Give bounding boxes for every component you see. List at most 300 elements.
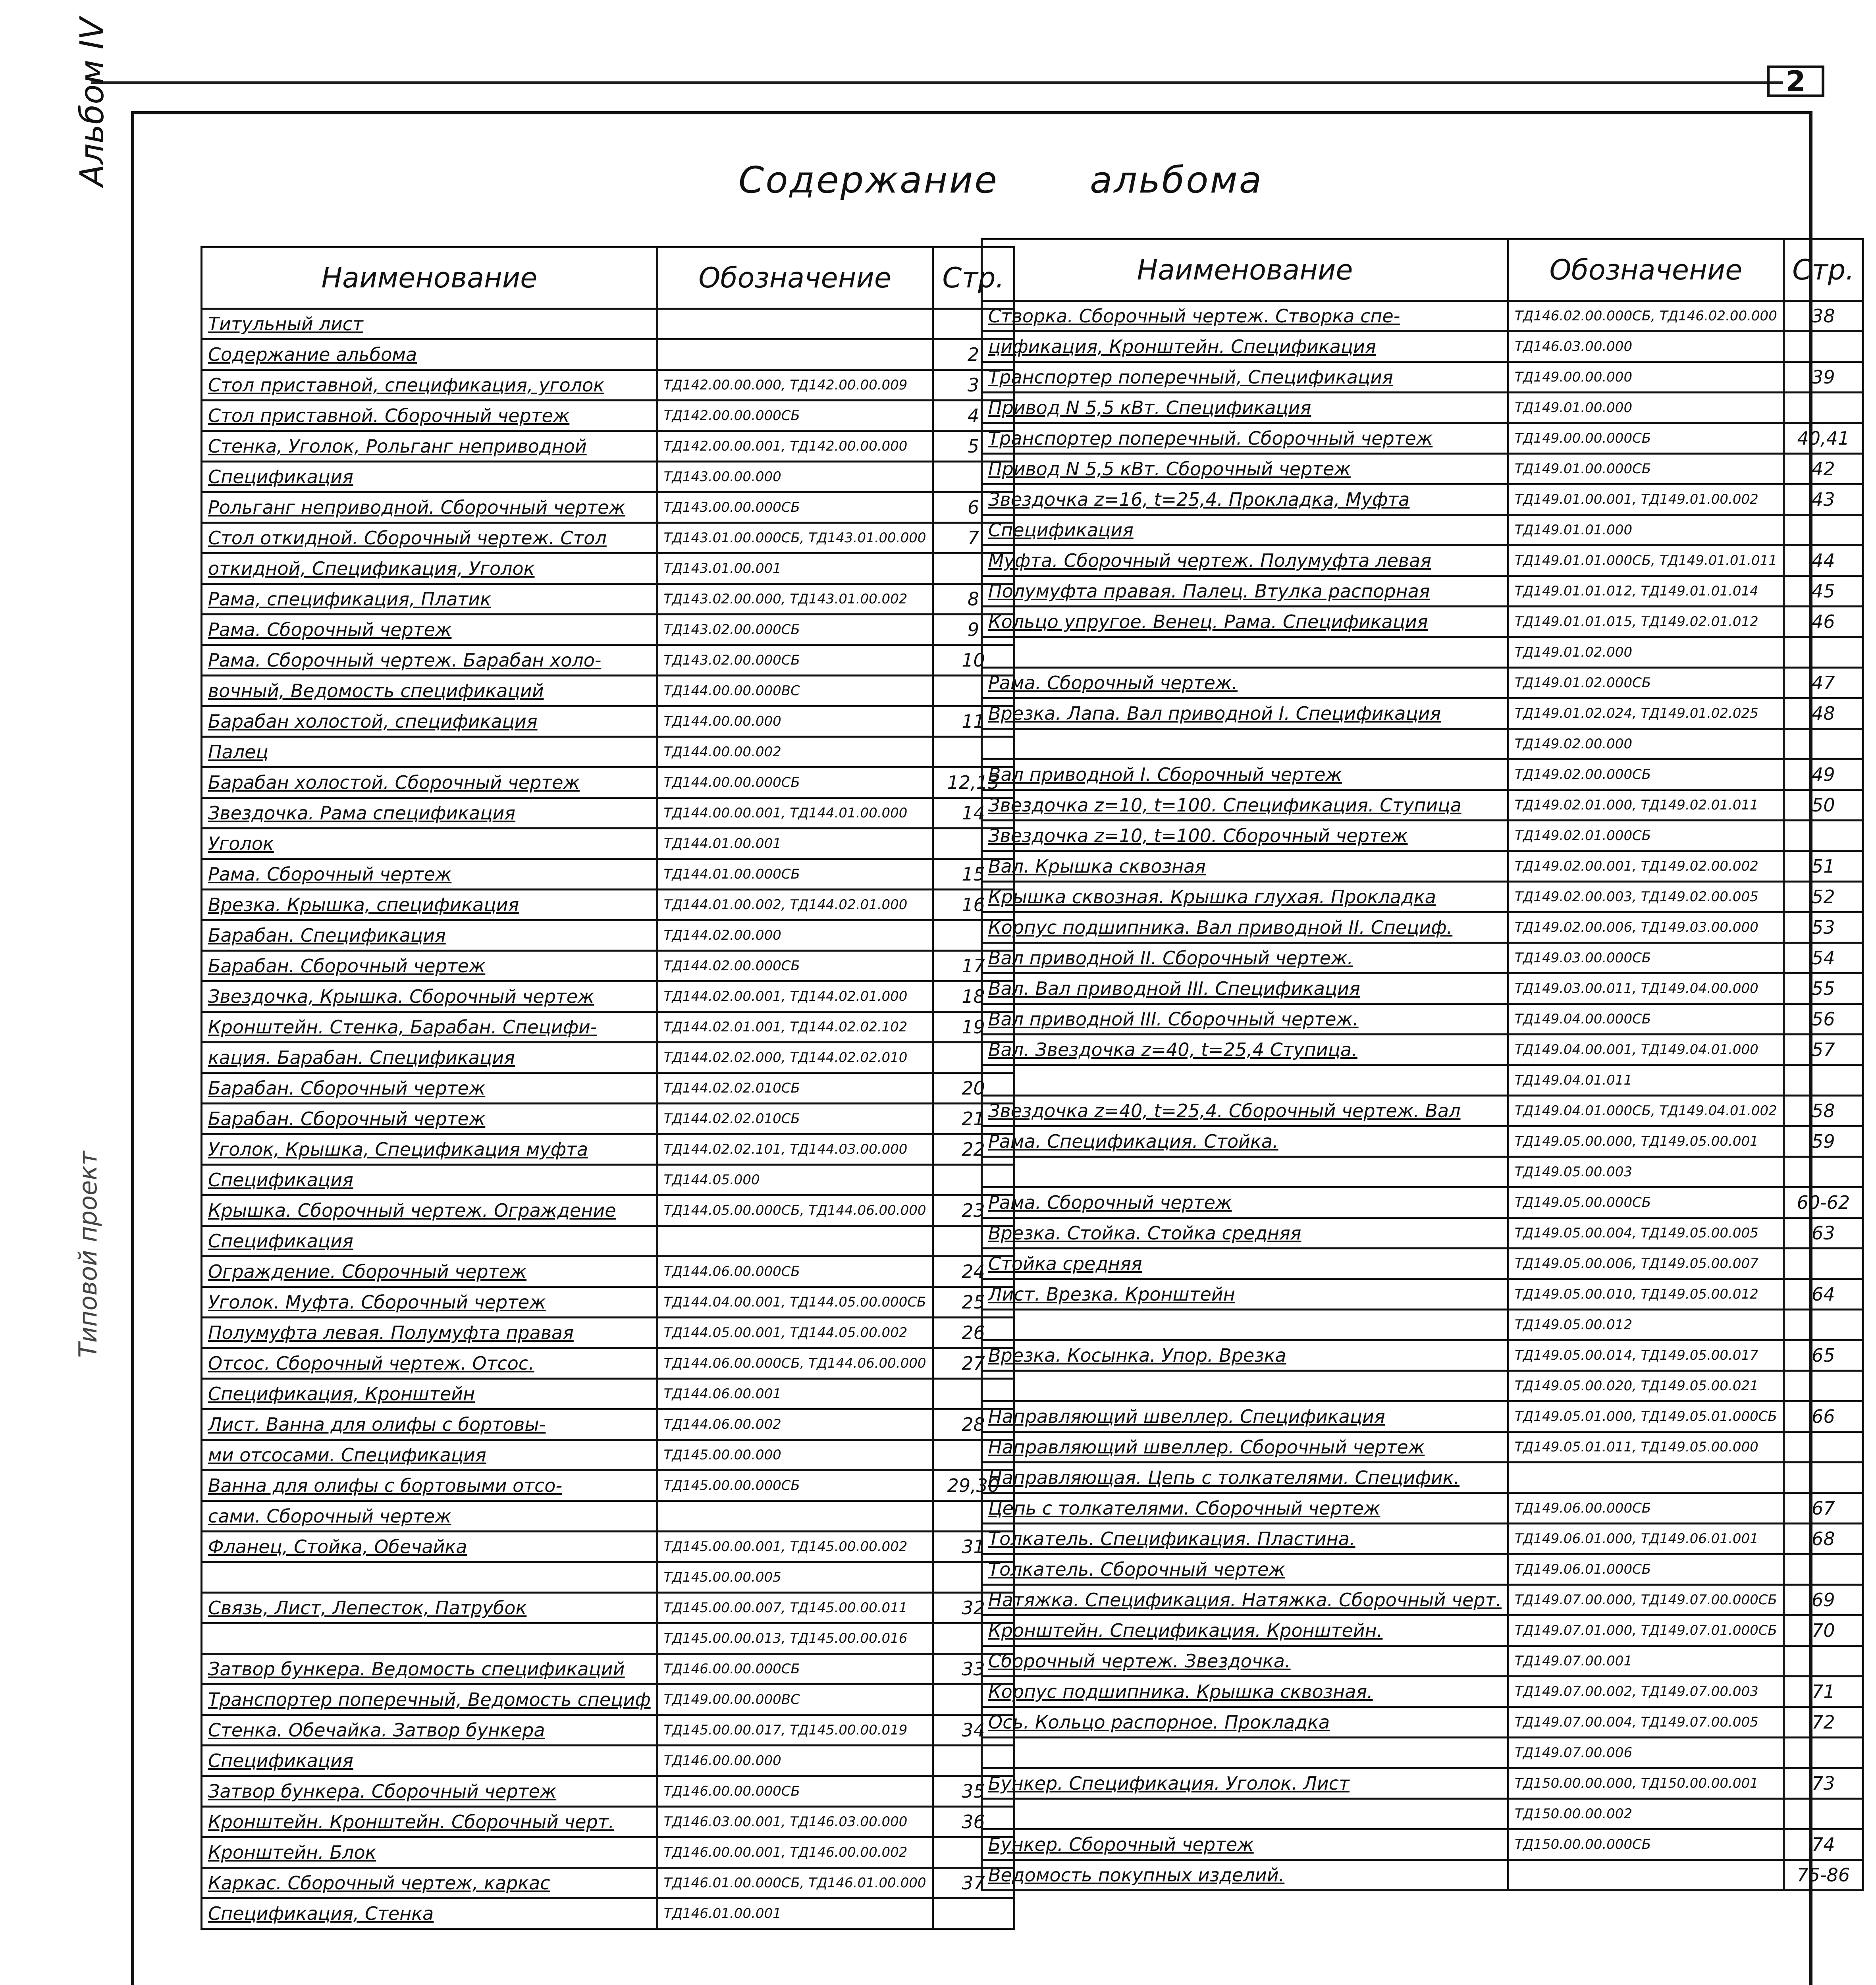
item-designation <box>657 1501 933 1532</box>
item-designation: ТД146.00.00.000СБ <box>657 1654 933 1684</box>
item-designation: ТД149.00.00.000СБ <box>1508 423 1784 454</box>
table-row <box>202 1501 1014 1532</box>
item-name: Бункер. Сборочный чертеж <box>982 1829 1508 1860</box>
table-row <box>982 576 1863 607</box>
header-name: Наименование <box>982 239 1508 301</box>
item-page: 2 <box>933 339 1014 370</box>
item-name: Створка. Сборочный чертеж. Створка спе- <box>982 301 1508 331</box>
table-row <box>202 553 1014 584</box>
item-name: Отсос. Сборочный чертеж. Отсос. <box>202 1348 657 1379</box>
item-page: 44 <box>1783 545 1863 576</box>
item-name: Врезка. Крышка, спецификация <box>202 890 657 920</box>
item-designation: ТД143.02.00.000СБ <box>657 645 933 676</box>
item-designation: ТД143.01.00.001 <box>657 553 933 584</box>
table-row <box>982 454 1863 484</box>
item-page: 25 <box>933 1287 1014 1318</box>
item-page: 36 <box>933 1807 1014 1837</box>
table-row <box>202 1532 1014 1562</box>
item-designation: ТД142.00.00.000, ТД142.00.00.009 <box>657 370 933 401</box>
item-page: 21 <box>933 1104 1014 1134</box>
table-row <box>202 1012 1014 1043</box>
item-name: Стойка средняя <box>982 1249 1508 1279</box>
table-row <box>202 1287 1014 1318</box>
item-page: 67 <box>1783 1493 1863 1524</box>
item-page: 59 <box>1783 1126 1863 1157</box>
item-designation: ТД144.00.00.000 <box>657 706 933 737</box>
title-word-1: Содержание <box>738 159 999 201</box>
item-page: 27 <box>933 1348 1014 1379</box>
item-name: Звездочка z=10, t=100. Спецификация. Ступица <box>982 790 1508 821</box>
item-page: 75-86 <box>1783 1860 1863 1891</box>
item-designation <box>657 309 933 339</box>
item-name <box>982 729 1508 759</box>
table-row <box>202 737 1014 767</box>
item-designation: ТД146.00.00.001, ТД146.00.00.002 <box>657 1837 933 1868</box>
item-name: Спецификация, Кронштейн <box>202 1379 657 1409</box>
item-name: Звездочка z=10, t=100. Сборочный чертеж <box>982 821 1508 851</box>
item-page: 20 <box>933 1073 1014 1104</box>
item-designation: ТД149.04.01.000СБ, ТД149.04.01.002 <box>1508 1096 1784 1126</box>
item-name: Направляющий швеллер. Спецификация <box>982 1401 1508 1432</box>
item-name: Кронштейн. Кронштейн. Сборочный черт. <box>202 1807 657 1837</box>
table-row <box>982 1371 1863 1401</box>
project-side-label: Типовой проект <box>73 1151 102 1358</box>
item-page <box>1783 821 1863 851</box>
table-row <box>202 1837 1014 1868</box>
table-row <box>982 301 1863 331</box>
item-designation: ТД144.06.00.000СБ, ТД144.06.00.000 <box>657 1348 933 1379</box>
table-row <box>202 676 1014 706</box>
table-row <box>202 1715 1014 1746</box>
item-designation: ТД144.00.00.001, ТД144.01.00.000 <box>657 798 933 829</box>
item-name <box>982 1371 1508 1401</box>
item-designation: ТД144.02.02.010СБ <box>657 1104 933 1134</box>
item-name: Рама. Спецификация. Стойка. <box>982 1126 1508 1157</box>
item-name: Полумуфта левая. Полумуфта правая <box>202 1318 657 1348</box>
item-designation: ТД149.05.00.004, ТД149.05.00.005 <box>1508 1218 1784 1249</box>
table-row <box>202 981 1014 1012</box>
table-row <box>202 645 1014 676</box>
item-page: 32 <box>933 1593 1014 1623</box>
item-name: Толкатель. Сборочный чертеж <box>982 1554 1508 1585</box>
item-name: Вал. Крышка сквозная <box>982 851 1508 882</box>
item-page <box>1783 1432 1863 1463</box>
item-name: Рольганг неприводной. Сборочный чертеж <box>202 492 657 523</box>
item-page <box>1783 1371 1863 1401</box>
item-name <box>982 1065 1508 1096</box>
item-designation: ТД150.00.00.000, ТД150.00.00.001 <box>1508 1768 1784 1799</box>
item-page: 43 <box>1783 484 1863 515</box>
table-row <box>202 1776 1014 1807</box>
item-designation: ТД149.05.00.006, ТД149.05.00.007 <box>1508 1249 1784 1279</box>
table-row <box>202 1104 1014 1134</box>
item-page: 55 <box>1783 973 1863 1004</box>
item-page <box>1783 1463 1863 1493</box>
table-row <box>982 821 1863 851</box>
item-name: Палец <box>202 737 657 767</box>
table-row <box>982 1401 1863 1432</box>
item-name: Стенка. Обечайка. Затвор бункера <box>202 1715 657 1746</box>
item-page: 63 <box>1783 1218 1863 1249</box>
item-designation: ТД150.00.00.000СБ <box>1508 1829 1784 1860</box>
table-row <box>982 1738 1863 1768</box>
table-row <box>982 1004 1863 1035</box>
table-row <box>202 615 1014 645</box>
item-name: Звездочка. Рама спецификация <box>202 798 657 829</box>
item-name: Привод N 5,5 кВт. Спецификация <box>982 393 1508 423</box>
item-designation: ТД145.00.00.001, ТД145.00.00.002 <box>657 1532 933 1562</box>
table-row <box>982 1707 1863 1738</box>
item-page: 68 <box>1783 1524 1863 1554</box>
table-row <box>982 912 1863 943</box>
table-row <box>982 1524 1863 1554</box>
item-designation: ТД144.00.00.000СБ <box>657 767 933 798</box>
item-page: 10 <box>933 645 1014 676</box>
item-designation: ТД149.01.01.000 <box>1508 515 1784 545</box>
item-page: 54 <box>1783 943 1863 973</box>
item-designation: ТД149.01.00.000 <box>1508 393 1784 423</box>
item-name: Вал приводной III. Сборочный чертеж. <box>982 1004 1508 1035</box>
item-designation: ТД149.02.00.001, ТД149.02.00.002 <box>1508 851 1784 882</box>
item-page <box>1783 1554 1863 1585</box>
table-row <box>982 1432 1863 1463</box>
album-side-label: Альбом IV <box>73 17 111 187</box>
item-name: Рама, спецификация, Платик <box>202 584 657 615</box>
item-name: Барабан. Сборочный чертеж <box>202 1073 657 1104</box>
item-name: Спецификация <box>202 1165 657 1195</box>
table-row <box>202 706 1014 737</box>
item-designation: ТД144.02.00.001, ТД144.02.01.000 <box>657 981 933 1012</box>
item-name: Ось. Кольцо распорное. Прокладка <box>982 1707 1508 1738</box>
item-page <box>1783 1738 1863 1768</box>
item-name: Привод N 5,5 кВт. Сборочный чертеж <box>982 454 1508 484</box>
item-name: Звездочка z=16, t=25,4. Прокладка, Муфта <box>982 484 1508 515</box>
item-designation: ТД144.06.00.000СБ <box>657 1257 933 1287</box>
table-row <box>202 1165 1014 1195</box>
table-row <box>982 1340 1863 1371</box>
table-row <box>982 1065 1863 1096</box>
table-row <box>982 545 1863 576</box>
table-row <box>202 829 1014 859</box>
item-page: 38 <box>1783 301 1863 331</box>
item-designation: ТД149.01.01.015, ТД149.02.01.012 <box>1508 607 1784 637</box>
item-designation: ТД149.05.00.000, ТД149.05.00.001 <box>1508 1126 1784 1157</box>
table-row <box>982 1035 1863 1065</box>
item-page: 28 <box>933 1409 1014 1440</box>
item-name: вочный, Ведомость спецификаций <box>202 676 657 706</box>
table-row <box>202 1318 1014 1348</box>
item-name: Лист. Ванна для олифы с бортовы- <box>202 1409 657 1440</box>
table-row <box>202 1654 1014 1684</box>
table-row <box>202 1195 1014 1226</box>
table-row <box>202 890 1014 920</box>
item-page <box>1783 729 1863 759</box>
item-page: 26 <box>933 1318 1014 1348</box>
item-name: Рама. Сборочный чертеж. Барабан холо- <box>202 645 657 676</box>
table-row <box>202 1562 1014 1593</box>
item-designation: ТД143.00.00.000СБ <box>657 492 933 523</box>
item-page: 69 <box>1783 1585 1863 1615</box>
item-designation: ТД145.00.00.005 <box>657 1562 933 1593</box>
item-designation: ТД149.00.00.000ВС <box>657 1684 933 1715</box>
item-name: Направляющая. Цепь с толкателями. Специфик. <box>982 1463 1508 1493</box>
item-page: 9 <box>933 615 1014 645</box>
item-page: 11 <box>933 706 1014 737</box>
table-row <box>982 423 1863 454</box>
table-row <box>982 1646 1863 1677</box>
table-row <box>982 668 1863 698</box>
item-page: 7 <box>933 523 1014 553</box>
item-designation: ТД149.06.01.000, ТД149.06.01.001 <box>1508 1524 1784 1554</box>
item-name: Вал. Звездочка z=40, t=25,4 Ступица. <box>982 1035 1508 1065</box>
item-page <box>1783 1310 1863 1340</box>
item-designation: ТД146.03.00.001, ТД146.03.00.000 <box>657 1807 933 1837</box>
header-code: Обозначение <box>1508 239 1784 301</box>
item-page: 34 <box>933 1715 1014 1746</box>
item-name: Бункер. Спецификация. Уголок. Лист <box>982 1768 1508 1799</box>
item-designation: ТД144.05.000 <box>657 1165 933 1195</box>
item-page: 18 <box>933 981 1014 1012</box>
top-border-line <box>91 81 1783 84</box>
item-name: Спецификация <box>982 515 1508 545</box>
item-designation: ТД149.07.01.000, ТД149.07.01.000СБ <box>1508 1615 1784 1646</box>
item-page: 15 <box>933 859 1014 890</box>
table-row <box>202 1073 1014 1104</box>
item-name: Вал. Вал приводной III. Спецификация <box>982 973 1508 1004</box>
item-designation: ТД149.05.00.000СБ <box>1508 1187 1784 1218</box>
table-row <box>202 1470 1014 1501</box>
item-name: Барабан. Спецификация <box>202 920 657 951</box>
table-row <box>982 1585 1863 1615</box>
item-name: Барабан. Сборочный чертеж <box>202 1104 657 1134</box>
item-designation: ТД149.01.02.000СБ <box>1508 668 1784 698</box>
item-name: Кронштейн. Спецификация. Кронштейн. <box>982 1615 1508 1646</box>
item-designation <box>657 339 933 370</box>
item-designation: ТД146.02.00.000СБ, ТД146.02.00.000 <box>1508 301 1784 331</box>
table-row <box>202 1684 1014 1715</box>
item-name: Звездочка z=40, t=25,4. Сборочный чертеж. Вал <box>982 1096 1508 1126</box>
item-page: 50 <box>1783 790 1863 821</box>
item-designation: ТД144.01.00.001 <box>657 829 933 859</box>
item-name: кация. Барабан. Спецификация <box>202 1043 657 1073</box>
item-designation: ТД144.02.00.000СБ <box>657 951 933 981</box>
item-page: 60-62 <box>1783 1187 1863 1218</box>
table-row <box>982 331 1863 362</box>
contents-table-right <box>981 238 1864 1891</box>
table-row <box>982 1860 1863 1891</box>
item-page: 51 <box>1783 851 1863 882</box>
table-row <box>202 1746 1014 1776</box>
item-designation: ТД149.07.00.001 <box>1508 1646 1784 1677</box>
table-row <box>982 362 1863 393</box>
item-designation: ТД149.05.01.000, ТД149.05.01.000СБ <box>1508 1401 1784 1432</box>
item-name: Стенка, Уголок, Рольганг неприводной <box>202 431 657 462</box>
item-page: 23 <box>933 1195 1014 1226</box>
item-page: 24 <box>933 1257 1014 1287</box>
item-designation: ТД144.01.00.000СБ <box>657 859 933 890</box>
table-row <box>982 607 1863 637</box>
table-row <box>202 492 1014 523</box>
item-name: откидной, Спецификация, Уголок <box>202 553 657 584</box>
item-page: 70 <box>1783 1615 1863 1646</box>
item-name: Связь, Лист, Лепесток, Патрубок <box>202 1593 657 1623</box>
item-page <box>1783 1799 1863 1829</box>
item-designation: ТД145.00.00.017, ТД145.00.00.019 <box>657 1715 933 1746</box>
header-page: Стр. <box>1783 239 1863 301</box>
item-page: 3 <box>933 370 1014 401</box>
item-designation: ТД149.05.00.012 <box>1508 1310 1784 1340</box>
item-name: Крышка. Сборочный чертеж. Ограждение <box>202 1195 657 1226</box>
item-name: Стол откидной. Сборочный чертеж. Стол <box>202 523 657 553</box>
item-page: 5 <box>933 431 1014 462</box>
table-row <box>202 1134 1014 1165</box>
header-name: Наименование <box>202 247 657 309</box>
header-code: Обозначение <box>657 247 933 309</box>
item-designation: ТД144.02.02.000, ТД144.02.02.010 <box>657 1043 933 1073</box>
item-page <box>1783 393 1863 423</box>
item-designation: ТД145.00.00.000СБ <box>657 1470 933 1501</box>
item-name: Корпус подшипника. Вал приводной II. Специф. <box>982 912 1508 943</box>
table-row <box>982 1310 1863 1340</box>
table-row <box>982 943 1863 973</box>
item-designation: ТД144.05.00.000СБ, ТД144.06.00.000 <box>657 1195 933 1226</box>
item-page: 47 <box>1783 668 1863 698</box>
table-row <box>202 1348 1014 1379</box>
item-page: 45 <box>1783 576 1863 607</box>
table-row <box>982 882 1863 912</box>
item-designation: ТД149.02.00.000СБ <box>1508 759 1784 790</box>
item-designation: ТД149.01.01.012, ТД149.01.01.014 <box>1508 576 1784 607</box>
item-name: Уголок. Муфта. Сборочный чертеж <box>202 1287 657 1318</box>
item-name: Барабан. Сборочный чертеж <box>202 951 657 981</box>
table-row <box>982 1493 1863 1524</box>
item-designation: ТД144.05.00.001, ТД144.05.00.002 <box>657 1318 933 1348</box>
item-page <box>1783 515 1863 545</box>
item-designation: ТД149.06.00.000СБ <box>1508 1493 1784 1524</box>
table-row <box>202 767 1014 798</box>
item-designation: ТД145.00.00.007, ТД145.00.00.011 <box>657 1593 933 1623</box>
table-row <box>982 1249 1863 1279</box>
table-row <box>982 1554 1863 1585</box>
table-header-row <box>982 239 1863 301</box>
table-row <box>202 859 1014 890</box>
item-name: Спецификация <box>202 1746 657 1776</box>
table-row <box>982 790 1863 821</box>
item-designation: ТД143.01.00.000СБ, ТД143.01.00.000 <box>657 523 933 553</box>
item-designation: ТД149.05.00.014, ТД149.05.00.017 <box>1508 1340 1784 1371</box>
item-designation: ТД149.01.02.024, ТД149.01.02.025 <box>1508 698 1784 729</box>
table-row <box>202 584 1014 615</box>
item-designation: ТД149.01.00.001, ТД149.01.00.002 <box>1508 484 1784 515</box>
item-page: 16 <box>933 890 1014 920</box>
table-row <box>202 951 1014 981</box>
item-designation: ТД149.03.00.000СБ <box>1508 943 1784 973</box>
item-page <box>1783 331 1863 362</box>
table-row <box>202 370 1014 401</box>
item-name: Ограждение. Сборочный чертеж <box>202 1257 657 1287</box>
item-designation <box>1508 1860 1784 1891</box>
item-designation: ТД149.02.00.003, ТД149.02.00.005 <box>1508 882 1784 912</box>
item-name <box>982 1310 1508 1340</box>
item-designation: ТД146.01.00.000СБ, ТД146.01.00.000 <box>657 1868 933 1898</box>
item-name: цификация, Кронштейн. Спецификация <box>982 331 1508 362</box>
item-designation: ТД149.07.00.002, ТД149.07.00.003 <box>1508 1677 1784 1707</box>
table-row <box>982 729 1863 759</box>
item-page: 29,30 <box>933 1470 1014 1501</box>
item-page: 14 <box>933 798 1014 829</box>
item-page <box>1783 1249 1863 1279</box>
item-name: Толкатель. Спецификация. Пластина. <box>982 1524 1508 1554</box>
table-row <box>982 1677 1863 1707</box>
item-name: Барабан холостой, спецификация <box>202 706 657 737</box>
item-designation: ТД149.02.01.000, ТД149.02.01.011 <box>1508 790 1784 821</box>
table-row <box>982 1187 1863 1218</box>
item-name: Титульный лист <box>202 309 657 339</box>
item-designation: ТД149.02.00.006, ТД149.03.00.000 <box>1508 912 1784 943</box>
table-row <box>982 1768 1863 1799</box>
item-name: сами. Сборочный чертеж <box>202 1501 657 1532</box>
table-row <box>202 339 1014 370</box>
item-page: 17 <box>933 951 1014 981</box>
item-designation: ТД144.01.00.002, ТД144.02.01.000 <box>657 890 933 920</box>
item-page: 58 <box>1783 1096 1863 1126</box>
item-name: Врезка. Стойка. Стойка средняя <box>982 1218 1508 1249</box>
item-designation: ТД143.02.00.000, ТД143.01.00.002 <box>657 584 933 615</box>
item-name: Полумуфта правая. Палец. Втулка распорная <box>982 576 1508 607</box>
item-designation: ТД142.00.00.001, ТД142.00.00.000 <box>657 431 933 462</box>
table-row <box>982 759 1863 790</box>
item-designation: ТД149.07.00.006 <box>1508 1738 1784 1768</box>
item-name: Вал приводной I. Сборочный чертеж <box>982 759 1508 790</box>
item-name: Врезка. Косынка. Упор. Врезка <box>982 1340 1508 1371</box>
item-page: 71 <box>1783 1677 1863 1707</box>
item-page: 19 <box>933 1012 1014 1043</box>
item-name <box>982 1157 1508 1187</box>
table-row <box>202 1440 1014 1470</box>
item-page <box>1783 637 1863 668</box>
item-page: 64 <box>1783 1279 1863 1310</box>
item-page: 53 <box>1783 912 1863 943</box>
item-name: Кронштейн. Стенка, Барабан. Специфи- <box>202 1012 657 1043</box>
table-row <box>202 523 1014 553</box>
item-designation: ТД146.00.00.000СБ <box>657 1776 933 1807</box>
item-page: 33 <box>933 1654 1014 1684</box>
item-name: Содержание альбома <box>202 339 657 370</box>
item-page: 37 <box>933 1868 1014 1898</box>
item-designation: ТД149.05.00.003 <box>1508 1157 1784 1187</box>
item-designation: ТД143.02.00.000СБ <box>657 615 933 645</box>
item-name: Крышка сквозная. Крышка глухая. Прокладка <box>982 882 1508 912</box>
item-page: 57 <box>1783 1035 1863 1065</box>
item-page: 4 <box>933 401 1014 431</box>
item-name: Стол приставной, спецификация, уголок <box>202 370 657 401</box>
item-designation: ТД146.03.00.000 <box>1508 331 1784 362</box>
item-page: 49 <box>1783 759 1863 790</box>
item-designation: ТД144.02.01.001, ТД144.02.02.102 <box>657 1012 933 1043</box>
item-name: Затвор бункера. Ведомость спецификаций <box>202 1654 657 1684</box>
sheet-number-box <box>1767 66 1824 97</box>
table-row <box>982 393 1863 423</box>
item-page: 40,41 <box>1783 423 1863 454</box>
item-name: Натяжка. Спецификация. Натяжка. Сборочный черт. <box>982 1585 1508 1615</box>
item-designation: ТД149.05.01.011, ТД149.05.00.000 <box>1508 1432 1784 1463</box>
table-row <box>982 1829 1863 1860</box>
item-name: Лист. Врезка. Кронштейн <box>982 1279 1508 1310</box>
item-name: Уголок <box>202 829 657 859</box>
item-name: Фланец, Стойка, Обечайка <box>202 1532 657 1562</box>
item-page: 46 <box>1783 607 1863 637</box>
header-page: Стр. <box>933 247 1014 309</box>
